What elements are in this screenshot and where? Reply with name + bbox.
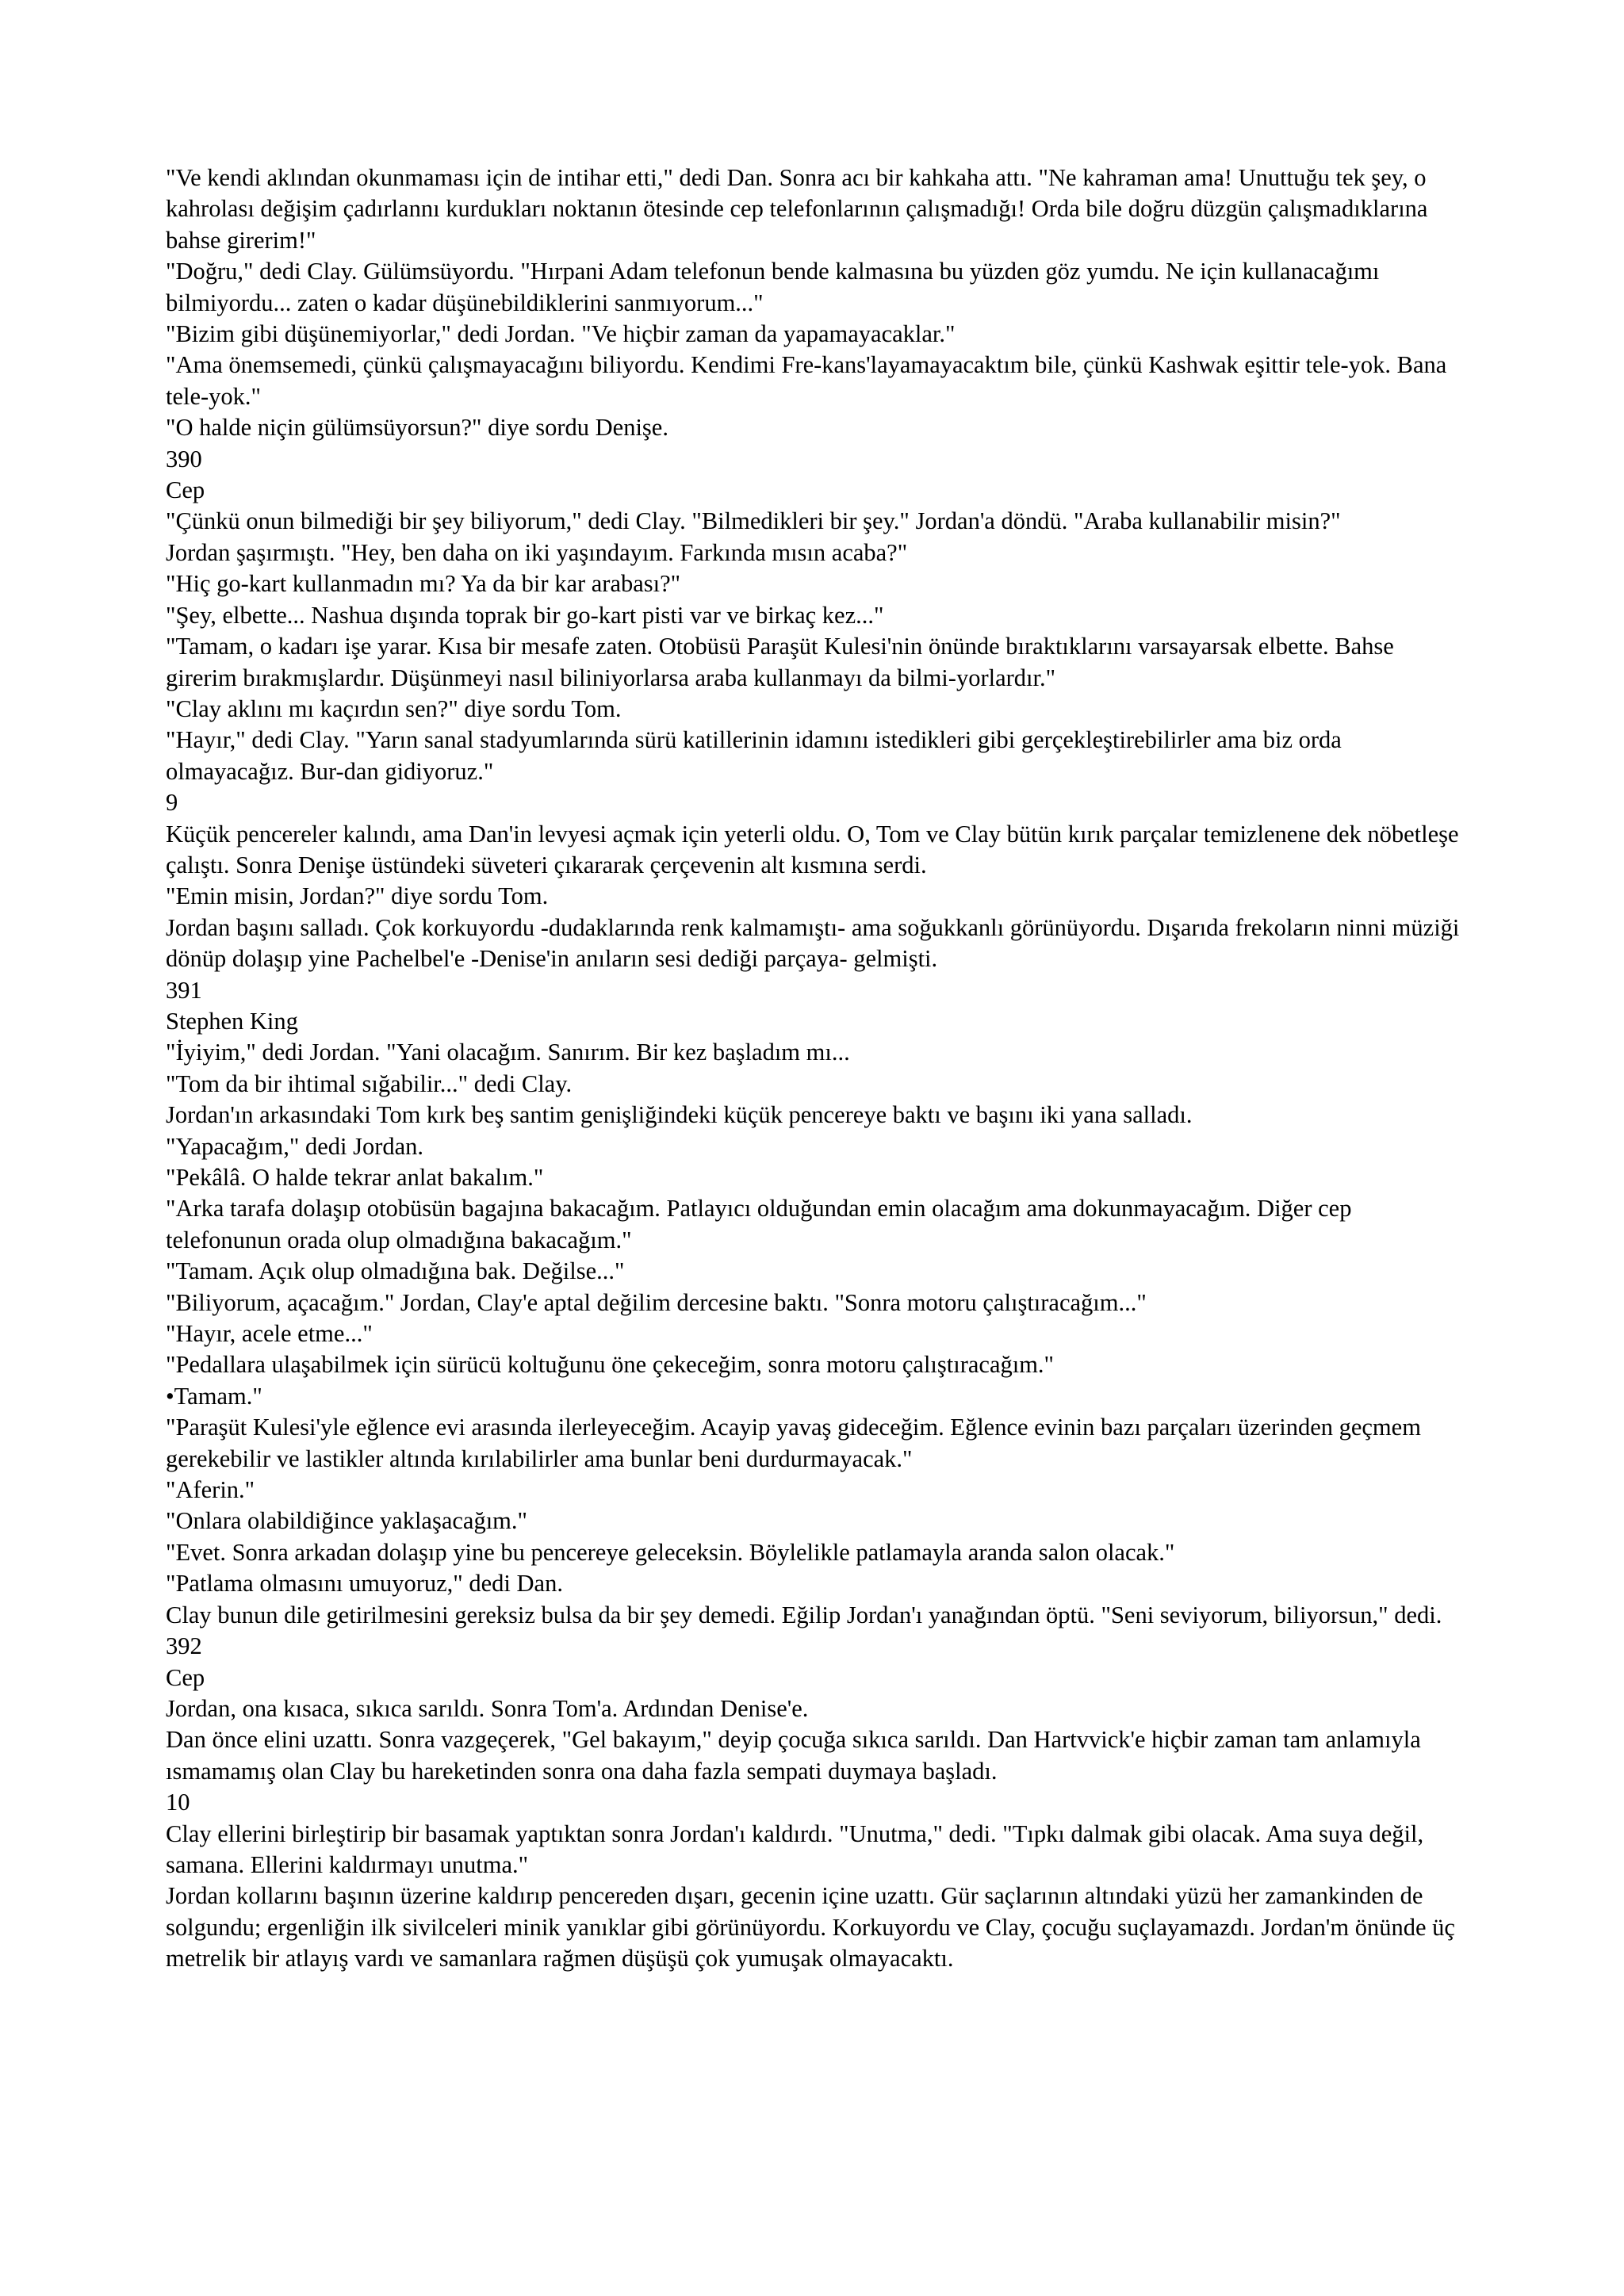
running-header: Stephen King	[166, 1007, 298, 1035]
paragraph: "Hiç go-kart kullanmadın mı? Ya da bir kar arabası?"	[166, 570, 681, 598]
paragraph: "Pedallara ulaşabilmek için sürücü koltuğunu öne çekeceğim, sonra motoru çalıştıracağım."	[166, 1351, 1055, 1379]
paragraph: "Şey, elbette... Nashua dışında toprak bir go-kart pisti var ve birkaç kez..."	[166, 601, 884, 629]
section-number: 10	[166, 1789, 190, 1816]
page-number: 392	[166, 1632, 202, 1660]
paragraph: "Clay aklını mı kaçırdın sen?" diye sordu Tom.	[166, 695, 622, 722]
paragraph: "Tamam. Açık olup olmadığına bak. Değilse..."	[166, 1257, 625, 1285]
paragraph: "Bizim gibi düşünemiyorlar," dedi Jordan. "Ve hiçbir zaman da yapamayacaklar."	[166, 320, 956, 348]
section-number: 9	[166, 789, 178, 817]
paragraph: •Tamam."	[166, 1382, 262, 1410]
paragraph: "Pekâlâ. O halde tekrar anlat bakalım."	[166, 1164, 544, 1191]
paragraph: "İyiyim," dedi Jordan. "Yani olacağım. Sanırım. Bir kez başladım mı...	[166, 1039, 850, 1066]
paragraph: "Tom da bir ihtimal sığabilir..." dedi Clay.	[166, 1070, 573, 1097]
paragraph: "Tamam, o kadarı işe yarar. Kısa bir mesafe zaten. Otobüsü Paraşüt Kulesi'nin önünde bıraktıklarını varsayarsak elbette. Bahse girerim bırakmışlardır. Düşünmeyi nasıl biliniyorlarsa araba kullanmayı da bilmi-yorlardır."	[166, 633, 1394, 691]
page-number: 390	[166, 445, 202, 473]
paragraph: "Çünkü onun bilmediği bir şey biliyorum," dedi Clay. "Bilmedikleri bir şey." Jordan'a döndü. "Araba kullanabilir misin?"	[166, 507, 1341, 535]
paragraph: Jordan'ın arkasındaki Tom kırk beş santim genişliğindeki küçük pencereye baktı ve başını iki yana salladı.	[166, 1101, 1193, 1129]
paragraph: Jordan kollarını başının üzerine kaldırıp pencereden dışarı, gecenin içine uzattı. Gür saçlarının altındaki yüzü her zamankinden de solgundu; ergenliğin ilk sivilceleri minik yanıklar gibi görünüyordu. Korkuyordu ve Clay, çocuğu suçlayamazdı. Jordan'm önünde üç metrelik bir atlayış vardı ve samanlara rağmen düşüşü çok yumuşak olmayacaktı.	[166, 1882, 1455, 1973]
paragraph: "Ama önemsemedi, çünkü çalışmayacağını biliyordu. Kendimi Fre-kans'layamayacaktım bile, çünkü Kashwak eşittir tele-yok. Bana tele-yok."	[166, 351, 1447, 410]
running-header: Cep	[166, 476, 205, 504]
paragraph: "Biliyorum, açacağım." Jordan, Clay'e aptal değilim dercesine baktı. "Sonra motoru çalıştıracağım..."	[166, 1288, 1147, 1316]
paragraph: "Evet. Sonra arkadan dolaşıp yine bu pencereye geleceksin. Böylelikle patlamayla aranda salon olacak."	[166, 1538, 1175, 1566]
paragraph: "Hayır," dedi Clay. "Yarın sanal stadyumlarında sürü katillerinin idamını istedikleri gibi gerçekleştirebilirler ama biz orda olmayacağız. Bur-dan gidiyoruz."	[166, 726, 1342, 785]
paragraph: Küçük pencereler kalındı, ama Dan'in levyesi açmak için yeterli oldu. O, Tom ve Clay bütün kırık parçalar temizlenene dek nöbetleşe çalıştı. Sonra Denişe üstündeki süveteri çıkararak çerçevenin alt kısmına serdi.	[166, 820, 1459, 878]
paragraph: "Paraşüt Kulesi'yle eğlence evi arasında ilerleyeceğim. Acayip yavaş gideceğim. Eğlence evinin bazı parçaları üzerinden geçmem gerekebilir ve lastikler altında kırılabilirler ama bunlar beni durdurmayacak."	[166, 1414, 1421, 1472]
paragraph: Dan önce elini uzattı. Sonra vazgeçerek, "Gel bakayım," deyip çocuğa sıkıca sarıldı. Dan Hartvvick'e hiçbir zaman tam anlamıyla ısmamamış olan Clay bu hareketinden sonra ona daha fazla sempati duymaya başladı.	[166, 1726, 1421, 1785]
paragraph: "Ve kendi aklından okunmaması için de intihar etti," dedi Dan. Sonra acı bir kahkaha attı. "Ne kahraman ama! Unuttuğu tek şey, o kahrolası değişim çadırlannı kurdukları noktanın ötesinde cep telefonlarının çalışmadığı! Orda bile doğru düzgün çalışmadıklarına bahse girerim!"	[166, 164, 1428, 254]
paragraph: Clay ellerini birleştirip bir basamak yaptıktan sonra Jordan'ı kaldırdı. "Unutma," dedi. "Tıpkı dalmak gibi olacak. Ama suya değil, samana. Ellerini kaldırmayı unutma."	[166, 1820, 1424, 1878]
paragraph: "Yapacağım," dedi Jordan.	[166, 1132, 424, 1160]
paragraph: Jordan şaşırmıştı. "Hey, ben daha on iki yaşındayım. Farkında mısın acaba?"	[166, 538, 908, 566]
paragraph: Jordan, ona kısaca, sıkıca sarıldı. Sonra Tom'a. Ardından Denise'e.	[166, 1694, 809, 1722]
paragraph: "O halde niçin gülümsüyorsun?" diye sordu Denişe.	[166, 414, 668, 442]
page-number: 391	[166, 976, 202, 1004]
paragraph: "Doğru," dedi Clay. Gülümsüyordu. "Hırpani Adam telefonun bende kalmasına bu yüzden göz yumdu. Ne için kullanacağımı bilmiyordu... zaten o kadar düşünebildiklerini sanmıyorum..."	[166, 258, 1380, 316]
paragraph: "Arka tarafa dolaşıp otobüsün bagajına bakacağım. Patlayıcı olduğundan emin olacağım ama dokunmayacağım. Diğer cep telefonunun orada olup olmadığına bakacağım."	[166, 1195, 1352, 1253]
paragraph: "Hayır, acele etme..."	[166, 1320, 373, 1348]
running-header: Cep	[166, 1663, 205, 1691]
paragraph: Clay bunun dile getirilmesini gereksiz bulsa da bir şey demedi. Eğilip Jordan'ı yanağından öptü. "Seni seviyorum, biliyorsun," dedi.	[166, 1601, 1442, 1628]
paragraph: "Emin misin, Jordan?" diye sordu Tom.	[166, 882, 549, 910]
paragraph: Jordan başını salladı. Çok korkuyordu -dudaklarında renk kalmamıştı- ama soğukkanlı görünüyordu. Dışarıda frekoların ninni müziği dönüp dolaşıp yine Pachelbel'e -Denise'in anıların sesi dediği parçaya- gelmişti.	[166, 913, 1460, 973]
paragraph: "Aferin."	[166, 1476, 255, 1504]
document-page	[166, 163, 1466, 1975]
paragraph: "Onlara olabildiğince yaklaşacağım."	[166, 1507, 527, 1535]
paragraph: "Patlama olmasını umuyoruz," dedi Dan.	[166, 1570, 563, 1598]
